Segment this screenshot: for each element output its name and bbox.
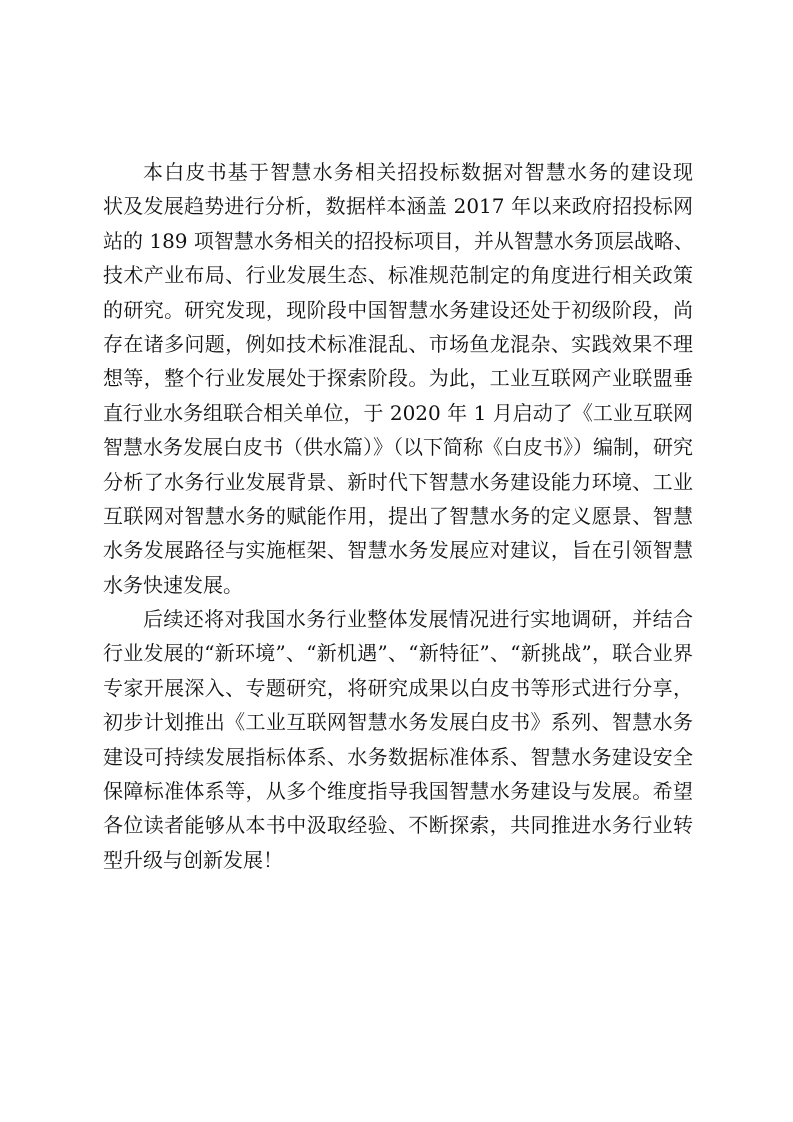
text-line: 型升级与创新发展！ — [103, 847, 283, 872]
text-line: 智慧水务发展白皮书（供水篇）》（以下简称《白皮书》）编制，研究 — [103, 435, 693, 460]
text-line: 本白皮书基于智慧水务相关招投标数据对智慧水务的建设现 — [143, 160, 693, 184]
text-line: 行业发展的“新环境”、“新机遇”、“新特征”、“新挑战”，联合业界 — [103, 641, 693, 666]
text-line: 后续还将对我国水务行业整体发展情况进行实地调研，并结合 — [143, 607, 693, 632]
document-page — [103, 155, 693, 877]
text-line: 分析了水务行业发展背景、新时代下智慧水务建设能力环境、工业 — [103, 469, 693, 494]
text-line: 直行业水务组联合相关单位，于 2020 年 1 月启动了《工业互联网 — [103, 400, 693, 425]
text-line: 想等，整个行业发展处于探索阶段。为此，工业互联网产业联盟垂 — [103, 366, 693, 391]
text-line: 水务发展路径与实施框架、智慧水务发展应对建议，旨在引领智慧 — [103, 538, 693, 563]
text-line: 的研究。研究发现，现阶段中国智慧水务建设还处于初级阶段，尚 — [103, 297, 693, 322]
text-line: 水务快速发展。 — [103, 572, 243, 597]
text-line: 状及发展趋势进行分析，数据样本涵盖 2017 年以来政府招投标网 — [103, 194, 693, 219]
text-line: 各位读者能够从本书中汲取经验、不断探索，共同推进水务行业转 — [103, 813, 693, 838]
text-line: 技术产业布局、行业发展生态、标准规范制定的角度进行相关政策 — [103, 263, 693, 288]
paragraph-outlook — [103, 602, 693, 877]
paragraph-intro — [103, 155, 693, 602]
text-line: 保障标准体系等，从多个维度指导我国智慧水务建设与发展。希望 — [103, 779, 693, 804]
text-line: 互联网对智慧水务的赋能作用，提出了智慧水务的定义愿景、智慧 — [103, 503, 693, 528]
text-line: 专家开展深入、专题研究，将研究成果以白皮书等形式进行分享， — [103, 675, 693, 700]
text-line: 存在诸多问题，例如技术标准混乱、市场鱼龙混杂、实践效果不理 — [103, 331, 693, 356]
text-line: 初步计划推出《工业互联网智慧水务发展白皮书》系列、智慧水务 — [103, 710, 693, 735]
text-line: 站的 189 项智慧水务相关的招投标项目，并从智慧水务顶层战略、 — [103, 228, 694, 253]
text-line: 建设可持续发展指标体系、水务数据标准体系、智慧水务建设安全 — [103, 744, 693, 769]
